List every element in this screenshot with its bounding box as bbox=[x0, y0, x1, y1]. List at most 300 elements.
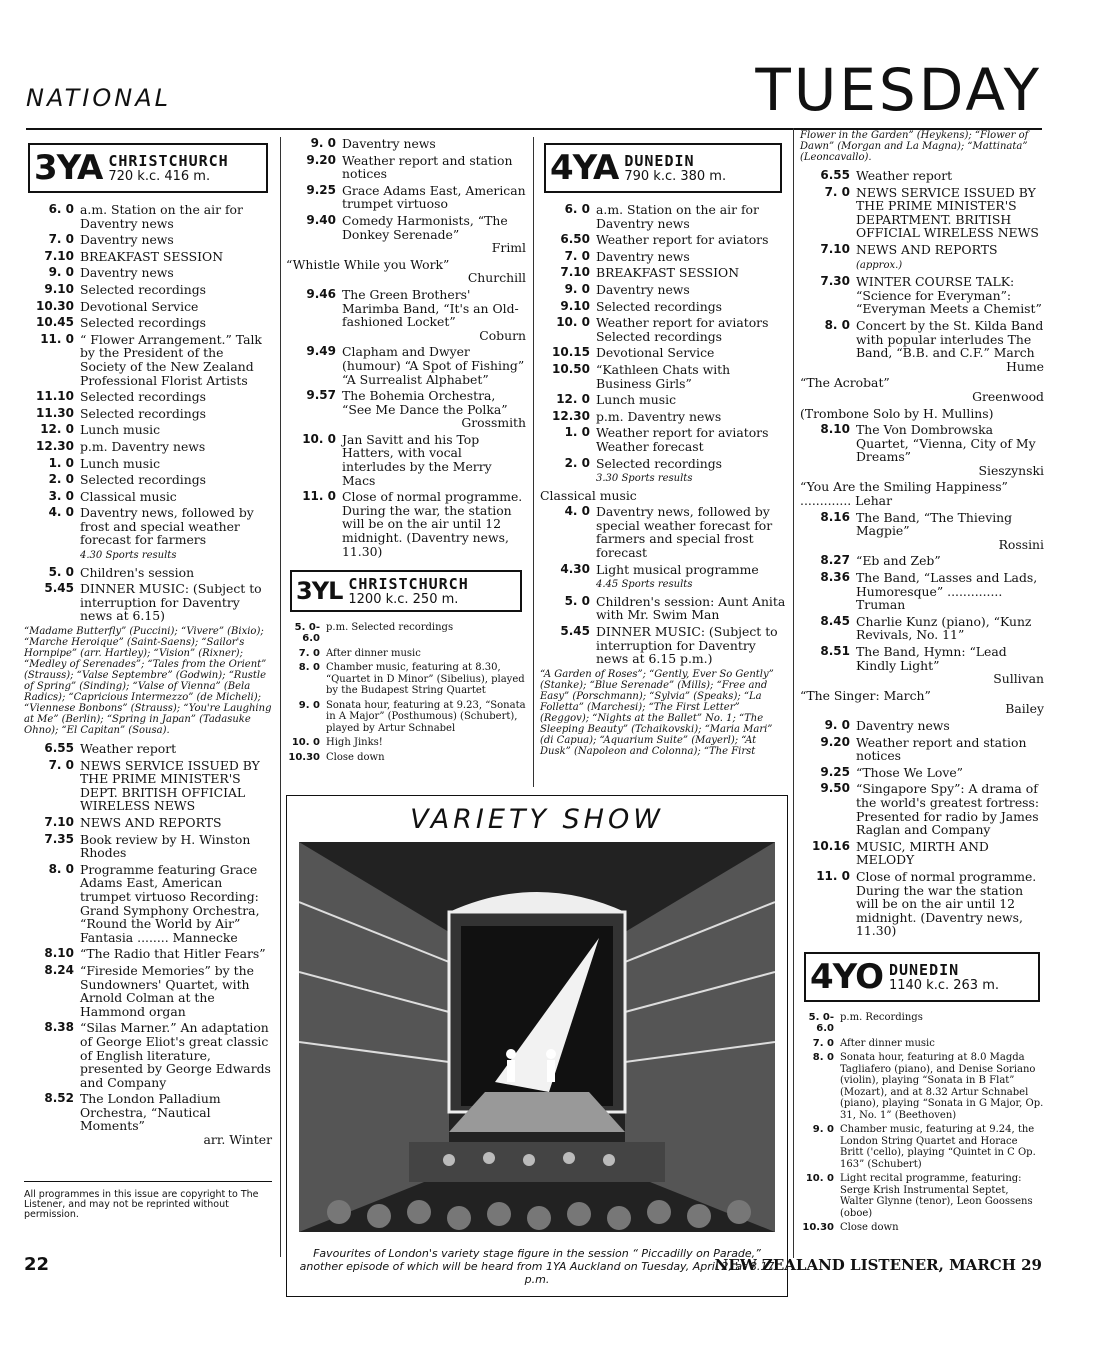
programme-time: 8.24 bbox=[44, 962, 74, 977]
programme-time: 8.45 bbox=[820, 613, 850, 628]
programme-item bbox=[540, 346, 786, 360]
programme-item bbox=[24, 833, 272, 860]
programme-time: 10.16 bbox=[812, 838, 850, 853]
column-3ya bbox=[24, 137, 272, 1150]
programme-description: Charlie Kunz (piano), “Kunz Revivals, No. 11” bbox=[856, 613, 1032, 643]
programme-item bbox=[540, 505, 786, 559]
programme-item bbox=[800, 870, 1044, 938]
station-frequency: 1140 k.c. 263 m. bbox=[888, 978, 999, 994]
programme-item bbox=[286, 433, 526, 487]
programme-description: The Bohemia Orchestra, “See Me Dance the Polka” bbox=[342, 388, 508, 417]
programme-time: 8.51 bbox=[820, 644, 850, 658]
station-logo: 3YL bbox=[296, 577, 343, 606]
programme-item bbox=[24, 316, 272, 330]
programme-time: 7. 0 bbox=[812, 1037, 834, 1049]
composer-credit: Sieszynski bbox=[978, 462, 1044, 478]
programme-item bbox=[800, 689, 1044, 716]
section-label: NATIONAL bbox=[26, 84, 171, 112]
programme-time: 5. 0 bbox=[48, 564, 74, 579]
programme-item bbox=[800, 1222, 1044, 1234]
masthead-footer: NEW ZEALAND LISTENER, MARCH 29 bbox=[714, 1256, 1042, 1274]
programme-time: 8.10 bbox=[44, 946, 74, 961]
programme-item bbox=[286, 737, 526, 749]
programme-item bbox=[24, 250, 272, 264]
programme-description: NEWS AND REPORTS bbox=[80, 815, 222, 830]
programme-description: “Singapore Spy”: A drama of the world's greatest fortress: Presented for radio by James Raglan and Company bbox=[856, 781, 1040, 838]
programme-time: 7. 0 bbox=[48, 757, 74, 772]
programme-time: 6.55 bbox=[820, 168, 850, 182]
programme-description: Weather report bbox=[856, 168, 953, 183]
programme-description: The Band, “Lasses and Lads, Humoresque” .............. Truman bbox=[856, 570, 1038, 613]
programme-time: 6. 0 bbox=[48, 202, 74, 216]
programme-time: 2. 0 bbox=[564, 455, 590, 470]
programme-time: 7.10 bbox=[820, 241, 850, 256]
station-city: DUNEDIN bbox=[624, 152, 695, 171]
programme-item bbox=[286, 622, 526, 645]
programme-time: 11.10 bbox=[36, 389, 74, 404]
programme-item bbox=[24, 947, 272, 961]
programme-time: 7. 0 bbox=[824, 184, 850, 199]
programme-description: Devotional Service bbox=[596, 345, 715, 361]
programme-time: 9.40 bbox=[306, 212, 336, 227]
programme-description: a.m. Station on the air for Daventry news bbox=[596, 202, 759, 231]
programme-time: 5.45 bbox=[44, 581, 74, 596]
programme-description: “The Acrobat” bbox=[800, 375, 890, 391]
programme-time: 4. 0 bbox=[564, 504, 590, 519]
programme-time: 9.49 bbox=[306, 344, 336, 359]
programme-description: The Band, “The Thieving Magpie” bbox=[856, 509, 1013, 539]
programme-time: 10.15 bbox=[552, 345, 590, 360]
programme-item bbox=[24, 233, 272, 247]
station-frequency: 1200 k.c. 250 m. bbox=[348, 592, 459, 608]
programme-item bbox=[540, 250, 786, 264]
programme-item bbox=[286, 345, 526, 386]
programme-description: “Whistle While you Work” bbox=[286, 256, 450, 272]
station-box-3yl bbox=[290, 570, 522, 612]
programme-item bbox=[24, 490, 272, 504]
programme-time: 8. 0 bbox=[812, 1052, 834, 1064]
programme-time: 8.16 bbox=[820, 509, 850, 524]
programme-item bbox=[286, 648, 526, 660]
programme-item bbox=[286, 214, 526, 255]
programme-item bbox=[800, 1124, 1044, 1170]
programme-time: 9.25 bbox=[820, 764, 850, 779]
programme-description: Weather report for aviators bbox=[596, 232, 769, 248]
programme-description: BREAKFAST SESSION bbox=[80, 248, 224, 264]
programme-item bbox=[286, 258, 526, 285]
programme-description: Concert by the St. Kilda Band with popular interludes The Band, “B.B. and C.F.” March bbox=[856, 317, 1044, 361]
programme-description: After dinner music bbox=[840, 1037, 935, 1049]
programme-item bbox=[286, 700, 526, 735]
programme-item bbox=[800, 169, 1044, 183]
programme-item bbox=[24, 1021, 272, 1089]
programme-description: Selected recordings bbox=[80, 281, 206, 297]
programme-description: NEWS AND REPORTS bbox=[856, 241, 998, 257]
programme-item bbox=[24, 506, 272, 562]
station-city: DUNEDIN bbox=[888, 961, 960, 980]
column-4ya bbox=[540, 137, 786, 763]
programme-time: 3. 0 bbox=[48, 488, 74, 503]
station-box-4yo bbox=[804, 952, 1040, 1002]
programme-list bbox=[286, 622, 526, 764]
programme-item bbox=[800, 243, 1044, 272]
dinner-music-list: “Madame Butterfly” (Puccini); “Vivere” (Bixio); “Marche Heroique” (Saint-Saens); “Sailor's Hornpipe” (arr. Hartley); “Vision” (Rixner); “Medley of Serenades”; “Tales from the Orient” (Strauss); “Valse Septembre” (Godwin); “Rustle of Spring” (Sinding); “Valse of Vienna” (Bela Radics); “Capricious Intermezzo” (de Micheli); “Viennese Bonbons” (Strauss); “You're Laughing at Me” (Berlin); “Spring in Japan” (Tadasuke Ohno); “El Capitan” (Sousa). bbox=[24, 626, 272, 737]
programme-time: 4. 0 bbox=[48, 505, 74, 520]
programme-description: Weather report and station notices bbox=[856, 734, 1027, 764]
programme-item bbox=[24, 203, 272, 230]
programme-description: Book review by H. Winston Rhodes bbox=[80, 831, 251, 861]
programme-description: p.m. Recordings bbox=[840, 1011, 923, 1023]
programme-description: DINNER MUSIC: (Subject to interruption for Daventry news at 6.15 p.m.) bbox=[596, 624, 778, 667]
programme-item bbox=[24, 759, 272, 813]
programme-list bbox=[286, 137, 526, 558]
station-box-3ya bbox=[28, 143, 268, 193]
programme-item bbox=[540, 625, 786, 666]
programme-description: The Von Dombrowska Quartet, “Vienna, City of My Dreams” bbox=[856, 422, 1036, 465]
programme-description: Jan Savitt and his Top Hatters, with vocal interludes by the Merry Macs bbox=[342, 431, 492, 488]
station-city: CHRISTCHURCH bbox=[108, 152, 229, 171]
programme-list bbox=[540, 203, 786, 666]
programme-time: 8.36 bbox=[820, 570, 850, 585]
programme-item bbox=[286, 184, 526, 211]
composer-credit: Bailey bbox=[1005, 701, 1044, 717]
dinner-music-list: “A Garden of Roses”; “Gently, Ever So Gently” (Stanke); “Blue Serenade” (Mills); “Free and Easy” (Porschmann); “Sylvia” (Speaks); “La Folletta” (Marchesi); “The First Letter” (Reggov); “Nights at the Ballet” No. 1; “The Sleeping Beauty” (Tchaikovski); “Maria Mari” (di Capua); “Aquarium Suite” (Mayerl); “At Dusk” (Napoleon and Colonna); “The First bbox=[540, 668, 774, 757]
programme-description: Weather report bbox=[80, 741, 177, 757]
column-3ya-continued bbox=[286, 137, 526, 766]
programme-item bbox=[800, 511, 1044, 552]
programme-item bbox=[286, 662, 526, 697]
programme-item bbox=[540, 489, 786, 503]
programme-list bbox=[24, 203, 272, 623]
programme-time: 10.30 bbox=[288, 751, 320, 763]
programme-description: Daventry news bbox=[856, 717, 950, 733]
programme-time: 7. 0 bbox=[298, 647, 320, 659]
programme-time: 9. 0 bbox=[310, 136, 336, 150]
composer-credit: Churchill bbox=[467, 270, 526, 286]
programme-description: Close of normal programme. During the war the station will be on the air until 12 midnight. (Daventry news, 11.30) bbox=[856, 868, 1037, 939]
programme-description: Weather report and station notices bbox=[342, 152, 513, 182]
programme-time: 7. 0 bbox=[48, 232, 74, 247]
programme-time: 12.30 bbox=[552, 408, 590, 423]
programme-time: 9. 0 bbox=[48, 265, 74, 280]
programme-item bbox=[286, 154, 526, 181]
programme-item bbox=[800, 376, 1044, 403]
programme-item bbox=[800, 1173, 1044, 1219]
programme-time: 10. 0 bbox=[291, 737, 320, 749]
programme-description: Light recital programme, featuring: Serge Krish Instrumental Septet, Walter Glynne (tenor), Leon Goossens (oboe) bbox=[840, 1173, 1033, 1219]
column-4ya-continued bbox=[800, 128, 1044, 1237]
programme-note: 4.30 Sports results bbox=[80, 550, 177, 562]
programme-description: WINTER COURSE TALK: “Science for Everyman”: “Everyman Meets a Chemist” bbox=[856, 274, 1042, 317]
programme-note: 3.30 Sports results bbox=[596, 473, 693, 485]
programme-note: (approx.) bbox=[856, 259, 903, 271]
programme-description: Selected recordings bbox=[596, 298, 722, 314]
programme-time: 6.50 bbox=[560, 232, 590, 247]
programme-description: Lunch music bbox=[596, 392, 677, 408]
composer-credit: Hume bbox=[1006, 358, 1044, 374]
programme-time: 5. 0 bbox=[564, 593, 590, 608]
programme-description: Chamber music, featuring at 8.30, “Quartet in D Minor” (Sibelius), played by the Budapest String Quartet bbox=[326, 662, 525, 697]
programme-description: Programme featuring Grace Adams East, American trumpet virtuoso Recording: Grand Symphony Orchestra, “Round the World by Air” Fantasia ........ Mannecke bbox=[80, 861, 260, 945]
programme-item bbox=[286, 490, 526, 558]
station-city: CHRISTCHURCH bbox=[348, 575, 469, 594]
programme-item bbox=[540, 233, 786, 247]
programme-time: 7.10 bbox=[560, 265, 590, 280]
programme-description: Grace Adams East, American trumpet virtuoso bbox=[342, 182, 526, 212]
programme-description: Light musical programme bbox=[596, 561, 759, 577]
programme-time: 9. 0 bbox=[564, 281, 590, 296]
programme-description: Daventry news bbox=[596, 248, 690, 264]
programme-item bbox=[24, 283, 272, 297]
programme-item bbox=[800, 275, 1044, 316]
programme-item bbox=[800, 1012, 1044, 1035]
composer-credit: Coburn bbox=[479, 327, 526, 343]
programme-item bbox=[800, 615, 1044, 642]
programme-description: “Kathleen Chats with Business Girls” bbox=[596, 361, 731, 391]
programme-item bbox=[24, 300, 272, 314]
programme-list bbox=[800, 169, 1044, 938]
programme-time: 10. 0 bbox=[302, 431, 336, 446]
programme-description: Daventry news bbox=[80, 232, 174, 248]
programme-description: p.m. Selected recordings bbox=[326, 621, 454, 633]
station-frequency: 790 k.c. 380 m. bbox=[624, 169, 727, 185]
programme-time: 11. 0 bbox=[302, 489, 336, 504]
programme-time: 11.30 bbox=[36, 405, 74, 420]
programme-time: 9.57 bbox=[306, 388, 336, 403]
programme-time: 6. 0 bbox=[564, 202, 590, 216]
programme-item bbox=[800, 480, 1044, 507]
programme-item bbox=[286, 288, 526, 342]
programme-item bbox=[286, 137, 526, 151]
composer-credit: arr. Winter bbox=[203, 1132, 272, 1148]
composer-credit: Greenwood bbox=[972, 388, 1044, 404]
programme-description: Close down bbox=[840, 1222, 899, 1234]
column-divider bbox=[793, 128, 794, 1258]
programme-time: 5. 0-6.0 bbox=[808, 1011, 834, 1035]
programme-time: 7.10 bbox=[44, 815, 74, 829]
programme-item bbox=[24, 582, 272, 623]
programme-item bbox=[24, 566, 272, 580]
programme-item bbox=[540, 426, 786, 453]
page-number: 22 bbox=[24, 1254, 50, 1275]
station-logo: 3YA bbox=[34, 148, 103, 188]
programme-item bbox=[540, 266, 786, 280]
programme-item bbox=[24, 473, 272, 487]
programme-description: Chamber music, featuring at 9.24, the London String Quartet and Horace Britt ('cello), playing “Quintet in C Op. 163” (Schubert) bbox=[840, 1124, 1036, 1170]
programme-item bbox=[800, 407, 1044, 421]
programme-description: “The Singer: March” bbox=[800, 687, 931, 703]
programme-description: Weather report for aviators Weather forecast bbox=[596, 425, 769, 454]
composer-credit: Rossini bbox=[998, 536, 1044, 552]
programme-description: DINNER MUSIC: (Subject to interruption for Daventry news at 6.15) bbox=[80, 581, 262, 624]
programme-time: 9.25 bbox=[306, 182, 336, 197]
programme-time: 8.27 bbox=[820, 553, 850, 568]
programme-item bbox=[540, 203, 786, 230]
programme-time: 11. 0 bbox=[40, 331, 74, 346]
programme-time: 11. 0 bbox=[816, 868, 850, 883]
programme-description: “Eb and Zeb” bbox=[856, 553, 941, 569]
programme-time: 9.20 bbox=[820, 734, 850, 749]
programme-time: 9.10 bbox=[44, 281, 74, 296]
programme-description: Weather report for aviators Selected recordings bbox=[596, 315, 769, 344]
programme-time: 8.38 bbox=[44, 1020, 74, 1035]
programme-item bbox=[800, 423, 1044, 477]
programme-description: MUSIC, MIRTH AND MELODY bbox=[856, 838, 989, 868]
programme-time: 2. 0 bbox=[48, 472, 74, 487]
programme-description: Daventry news bbox=[342, 136, 436, 151]
programme-time: 7.10 bbox=[44, 248, 74, 263]
programme-description: High Jinks! bbox=[326, 737, 383, 749]
programme-description: “Those We Love” bbox=[856, 764, 964, 780]
programme-time: 9.20 bbox=[306, 152, 336, 167]
programme-item bbox=[24, 964, 272, 1018]
programme-description: After dinner music bbox=[326, 647, 421, 659]
variety-show-title: VARIETY SHOW bbox=[410, 804, 664, 835]
programme-time: 10.30 bbox=[36, 298, 74, 313]
column-divider bbox=[280, 137, 281, 1257]
programme-item bbox=[540, 283, 786, 297]
programme-description: Daventry news, followed by frost and special weather forecast for farmers bbox=[80, 505, 254, 548]
theatre-stage-illustration bbox=[299, 842, 775, 1232]
composer-credit: Friml bbox=[491, 240, 526, 256]
programme-description: Close of normal programme. During the war, the station will be on the air until 12 midnight. (Daventry news, 11.30) bbox=[342, 489, 523, 559]
programme-time: 7.35 bbox=[44, 831, 74, 846]
programme-description: Selected recordings bbox=[80, 472, 206, 488]
programme-description: BREAKFAST SESSION bbox=[596, 265, 740, 281]
programme-time: 12. 0 bbox=[40, 422, 74, 437]
programme-time: 9.10 bbox=[560, 298, 590, 313]
composer-credit: Sullivan bbox=[993, 671, 1044, 687]
programme-time: 10.30 bbox=[802, 1222, 834, 1234]
variety-show-panel bbox=[286, 795, 788, 1297]
programme-time: 9. 0 bbox=[824, 717, 850, 732]
programme-description: Selected recordings bbox=[80, 389, 206, 405]
programme-time: 7. 0 bbox=[564, 248, 590, 263]
programme-time: 8. 0 bbox=[48, 861, 74, 876]
programme-time: 1. 0 bbox=[564, 425, 590, 440]
programme-item bbox=[800, 840, 1044, 867]
station-logo: 4YO bbox=[810, 956, 883, 997]
programme-item bbox=[540, 363, 786, 390]
programme-description: Devotional Service bbox=[80, 298, 199, 314]
programme-description: Sonata hour, featuring at 9.23, “Sonata in A Major” (Posthumous) (Schubert), played by Artur Schnabel bbox=[326, 699, 526, 734]
programme-description: “The Radio that Hitler Fears” bbox=[80, 946, 266, 962]
station-box-4ya bbox=[544, 143, 782, 193]
programme-description: Selected recordings bbox=[80, 315, 206, 331]
programme-time: 7.30 bbox=[820, 274, 850, 289]
programme-item bbox=[286, 752, 526, 764]
programme-description: Children's session bbox=[80, 564, 195, 580]
programme-list bbox=[24, 742, 272, 1147]
programme-description: Daventry news bbox=[596, 281, 690, 297]
programme-description: “You Are the Smiling Happiness” ............. Lehar bbox=[800, 479, 1008, 509]
programme-description: p.m. Daventry news bbox=[80, 438, 206, 454]
programme-item bbox=[24, 390, 272, 404]
programme-description: Classical music bbox=[80, 488, 177, 504]
programme-item bbox=[540, 563, 786, 592]
programme-description: Comedy Harmonists, “The Donkey Serenade” bbox=[342, 212, 508, 242]
programme-item bbox=[24, 440, 272, 454]
programme-item bbox=[540, 410, 786, 424]
programme-description: p.m. Daventry news bbox=[596, 408, 722, 424]
programme-item bbox=[24, 1092, 272, 1146]
programme-time: 8. 0 bbox=[298, 662, 320, 674]
programme-description: NEWS SERVICE ISSUED BY THE PRIME MINISTER'S DEPARTMENT. BRITISH OFFICIAL WIRELESS NEWS bbox=[856, 184, 1039, 241]
composer-credit: Grossmith bbox=[461, 415, 526, 431]
programme-list bbox=[800, 1012, 1044, 1234]
programme-time: 4.30 bbox=[560, 561, 590, 576]
programme-description: “Fireside Memories” by the Sundowners' Quartet, with Arnold Colman at the Hammond organ bbox=[80, 962, 254, 1019]
programme-item bbox=[24, 816, 272, 830]
column-divider bbox=[533, 137, 534, 787]
programme-description: “ Flower Arrangement.” Talk by the President of the Society of the New Zealand Professional Florist Artists bbox=[80, 331, 262, 388]
programme-item bbox=[800, 782, 1044, 836]
programme-item bbox=[24, 266, 272, 280]
station-frequency: 720 k.c. 416 m. bbox=[108, 169, 211, 185]
programme-item bbox=[800, 1038, 1044, 1050]
programme-time: 10.45 bbox=[36, 315, 74, 330]
programme-time: 8. 0 bbox=[824, 317, 850, 332]
programme-time: 9.46 bbox=[306, 286, 336, 301]
programme-description: The Green Brothers' Marimba Band, “It's an Old-fashioned Locket” bbox=[342, 286, 519, 330]
programme-item bbox=[540, 316, 786, 343]
programme-time: 10. 0 bbox=[556, 315, 590, 330]
programme-item bbox=[800, 766, 1044, 780]
programme-time: 12.30 bbox=[36, 438, 74, 453]
programme-time: 9. 0 bbox=[298, 699, 320, 711]
dinner-music-list: Flower in the Garden” (Heykens); “Flower of Dawn” (Morgan and La Magna); “Mattinata” (Leoncavallo). bbox=[800, 130, 1029, 163]
programme-item bbox=[24, 333, 272, 387]
programme-note: 4.45 Sports results bbox=[596, 579, 693, 591]
programme-description: Daventry news bbox=[80, 265, 174, 281]
programme-description: a.m. Station on the air for Daventry news bbox=[80, 202, 243, 231]
programme-time: 9. 0 bbox=[812, 1124, 834, 1136]
programme-item bbox=[800, 719, 1044, 733]
programme-item bbox=[24, 457, 272, 471]
programme-time: 5.45 bbox=[560, 624, 590, 639]
programme-description: Selected recordings bbox=[596, 455, 722, 471]
programme-time: 10.50 bbox=[552, 361, 590, 376]
programme-description: Lunch music bbox=[80, 422, 161, 438]
programme-time: 12. 0 bbox=[556, 392, 590, 407]
programme-item bbox=[800, 319, 1044, 373]
programme-time: 1. 0 bbox=[48, 455, 74, 470]
programme-time: 8.52 bbox=[44, 1091, 74, 1106]
programme-description: Sonata hour, featuring at 8.0 Magda Tagliafero (piano), and Denise Soriano (violin), playing “Sonata in B Flat” (Mozart), and at 8.32 Artur Schnabel (piano), playing “Sonata in G Major, Op. 31, No. 1” (Beethoven) bbox=[840, 1052, 1044, 1121]
programme-time: 10. 0 bbox=[805, 1173, 834, 1185]
programme-item bbox=[800, 645, 1044, 686]
programme-item bbox=[24, 742, 272, 756]
programme-description: Classical music bbox=[540, 487, 637, 503]
programme-time: 5. 0-6.0 bbox=[294, 621, 320, 645]
station-logo: 4YA bbox=[550, 148, 619, 188]
variety-show-caption: Favourites of London's variety stage figure in the session “ Piccadilly on Parade,” another episode of which will be heard from 1YA Auckland on Tuesday, April 2, at 8.17 p.m. bbox=[299, 1247, 775, 1286]
programme-description: Selected recordings bbox=[80, 405, 206, 421]
programme-description: (Trombone Solo by H. Mullins) bbox=[800, 405, 994, 421]
programme-description: Lunch music bbox=[80, 455, 161, 471]
programme-time: 9.50 bbox=[820, 781, 850, 796]
programme-description: The London Palladium Orchestra, “Nautical Moments” bbox=[80, 1091, 221, 1134]
copyright-notice: All programmes in this issue are copyright to The Listener, and may not be reprinted without permission. bbox=[24, 1181, 272, 1220]
programme-time: 6.55 bbox=[44, 741, 74, 756]
day-heading: TUESDAY bbox=[755, 56, 1042, 124]
programme-item bbox=[24, 423, 272, 437]
programme-description: Clapham and Dwyer (humour) “A Spot of Fishing” “A Surrealist Alphabet” bbox=[342, 344, 525, 387]
programme-item bbox=[800, 1052, 1044, 1121]
programme-item bbox=[800, 736, 1044, 763]
programme-description: Close down bbox=[326, 751, 385, 763]
programme-description: Daventry news, followed by special weather forecast for farmers and special frost forecast bbox=[596, 504, 773, 561]
